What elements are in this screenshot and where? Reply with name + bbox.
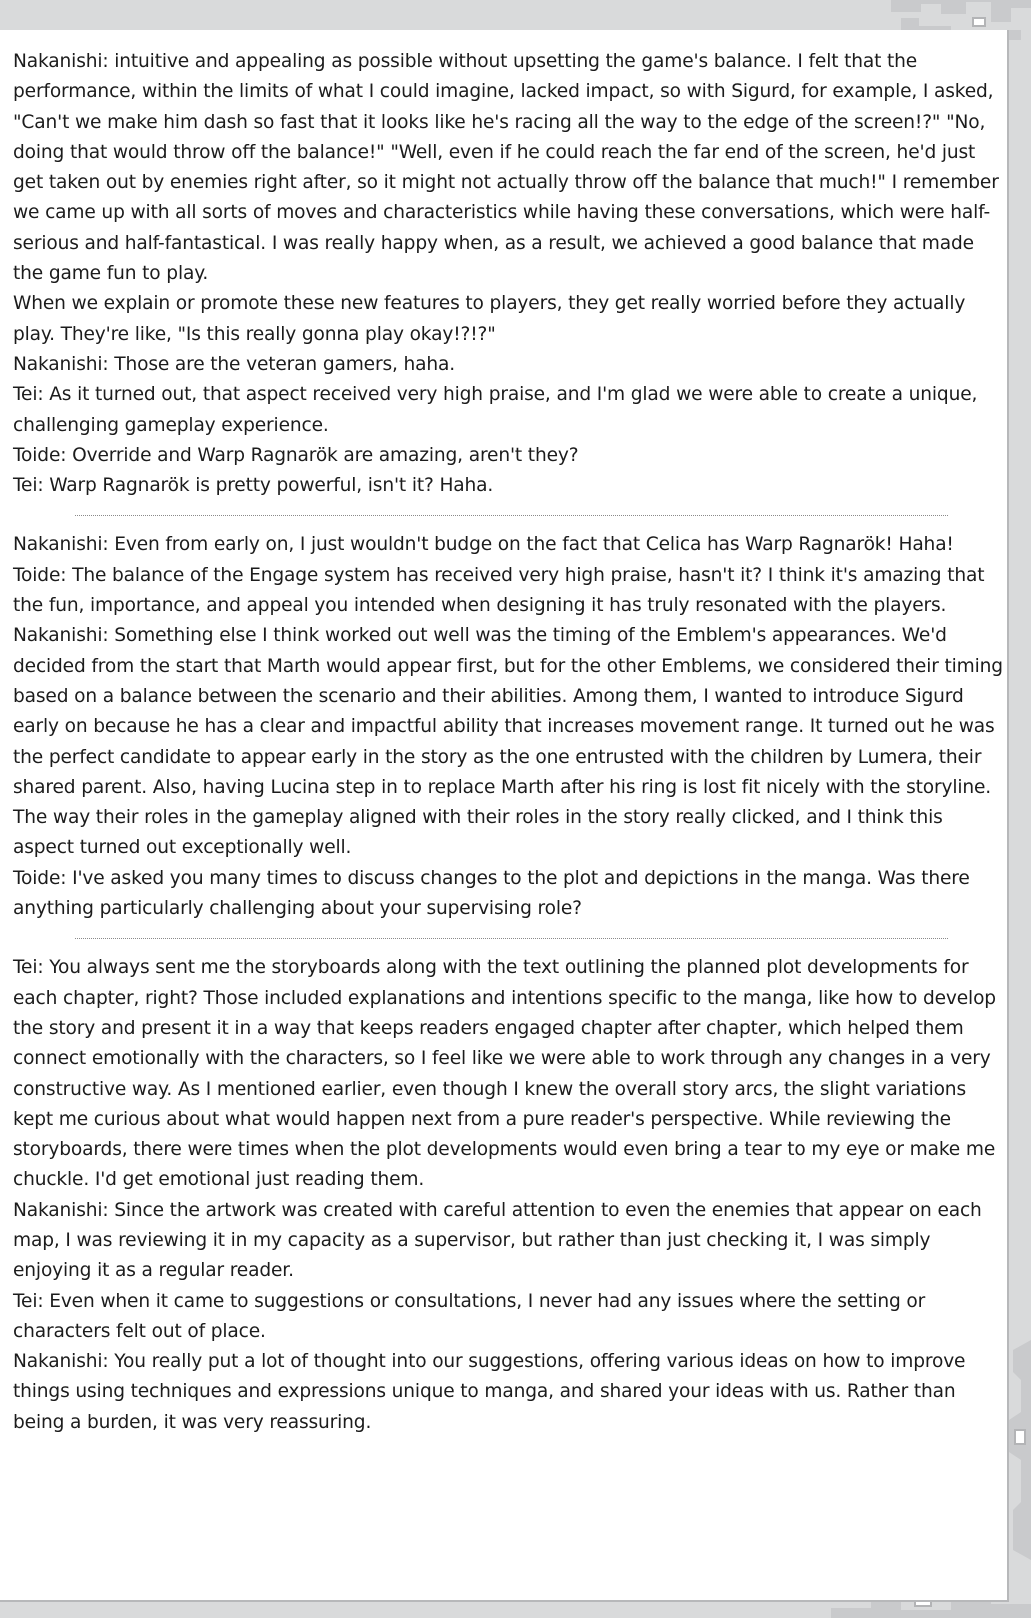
paragraph-engage-system: Toide: The balance of the Engage system has received very high praise, hasn't it? I think it's amazing that the fun, importance, and appeal you intended when designing it has truly resonated with the players. [13, 564, 985, 617]
paragraph-nakanishi-artwork: Nakanishi: Since the artwork was created with careful attention to even the enemies that appear on each map, I was reviewing it in my capacity as a supervisor, but rather than just checking it, I was simply enjoying it as a regular reader. [13, 1199, 982, 1282]
interview-text [13, 47, 1003, 1438]
paragraph-toide-supervising: Toide: I've asked you many times to discuss changes to the plot and depictions in the manga. Was there anything particularly challenging about your supervising role? [13, 867, 970, 920]
paragraph-nakanishi-reassuring: Nakanishi: You really put a lot of thought into our suggestions, offering various ideas on how to improve things using techniques and expressions unique to manga, and shared your ideas with us. Rather than being a burden, it was very reassuring. [13, 1351, 966, 1433]
paragraph-nakanishi-balance: Nakanishi: intuitive and appealing as possible without upsetting the game's balance. I felt that the performance, within the limits of what I could imagine, lacked impact, so with Sigurd, for example, I asked, "Can't we make him dash so fast that it looks like he's racing all the way to the edge of the screen!?" "No, doing that would throw off the balance!" "Well, even if he could reach the far end of the screen, he'd just get taken out by enemies right after, so it might not actually throw off the balance that much!" I remember we came up with all sorts of moves and characteristics while having these conversations, which were half-serious and half-fantastical. I was really happy when, as a result, we achieved a good balance that made the game fun to play. [13, 51, 999, 285]
paragraph-veteran-gamers: Nakanishi: Those are the veteran gamers, haha. [13, 353, 456, 375]
paragraph-players-worried: When we explain or promote these new features to players, they get really worried before they actually play. They're like, "Is this really gonna play okay!?!?" [13, 293, 966, 345]
paragraph-tei-praise: Tei: As it turned out, that aspect received very high praise, and I'm glad we were able to create a unique, challenging gameplay experience. [13, 384, 978, 436]
paragraph-celica: Nakanishi: Even from early on, I just wouldn't budge on the fact that Celica has Warp Ragnarök! Haha! [13, 534, 954, 556]
paragraph-toide-override: Toide: Override and Warp Ragnarök are amazing, aren't they? [13, 444, 579, 466]
paragraph-tei-warp: Tei: Warp Ragnarök is pretty powerful, isn't it? Haha. [13, 475, 494, 497]
dotted-divider [75, 515, 948, 516]
dotted-divider [75, 938, 948, 939]
paragraph-emblem-timing: Nakanishi: Something else I think worked out well was the timing of the Emblem's appearances. We'd decided from the start that Marth would appear first, but for the other Emblems, we considered their timing based on a balance between the scenario and their abilities. Among them, I wanted to introduce Sigurd early on because he has a clear and impactful ability that increases movement range. It turned out he was the perfect candidate to appear early in the story as the one entrusted with the children by Lumera, their shared parent. Also, having Lucina step in to replace Marth after his ring is lost fit nicely with the storyline. The way their roles in the gameplay aligned with their roles in the story really clicked, and I think this aspect turned out exceptionally well. [13, 625, 1003, 859]
paragraph-tei-storyboards: Tei: You always sent me the storyboards along with the text outlining the planned plot developments for each chapter, right? Those included explanations and intentions specific to the manga, like how to develop the story and present it in a way that keeps readers engaged chapter after chapter, which helped them connect emotionally with the characters, so I feel like we were able to work through any changes in a very constructive way. As I mentioned earlier, even though I knew the overall story arcs, the slight variations kept me curious about what would happen next from a pure reader's perspective. While reviewing the storyboards, there were times when the plot developments would even bring a tear to my eye or make me chuckle. I'd get emotional just reading them. [13, 957, 996, 1191]
text-panel [0, 30, 1009, 1602]
paragraph-tei-suggestions: Tei: Even when it came to suggestions or consultations, I never had any issues where the setting or characters felt out of place. [13, 1290, 926, 1342]
